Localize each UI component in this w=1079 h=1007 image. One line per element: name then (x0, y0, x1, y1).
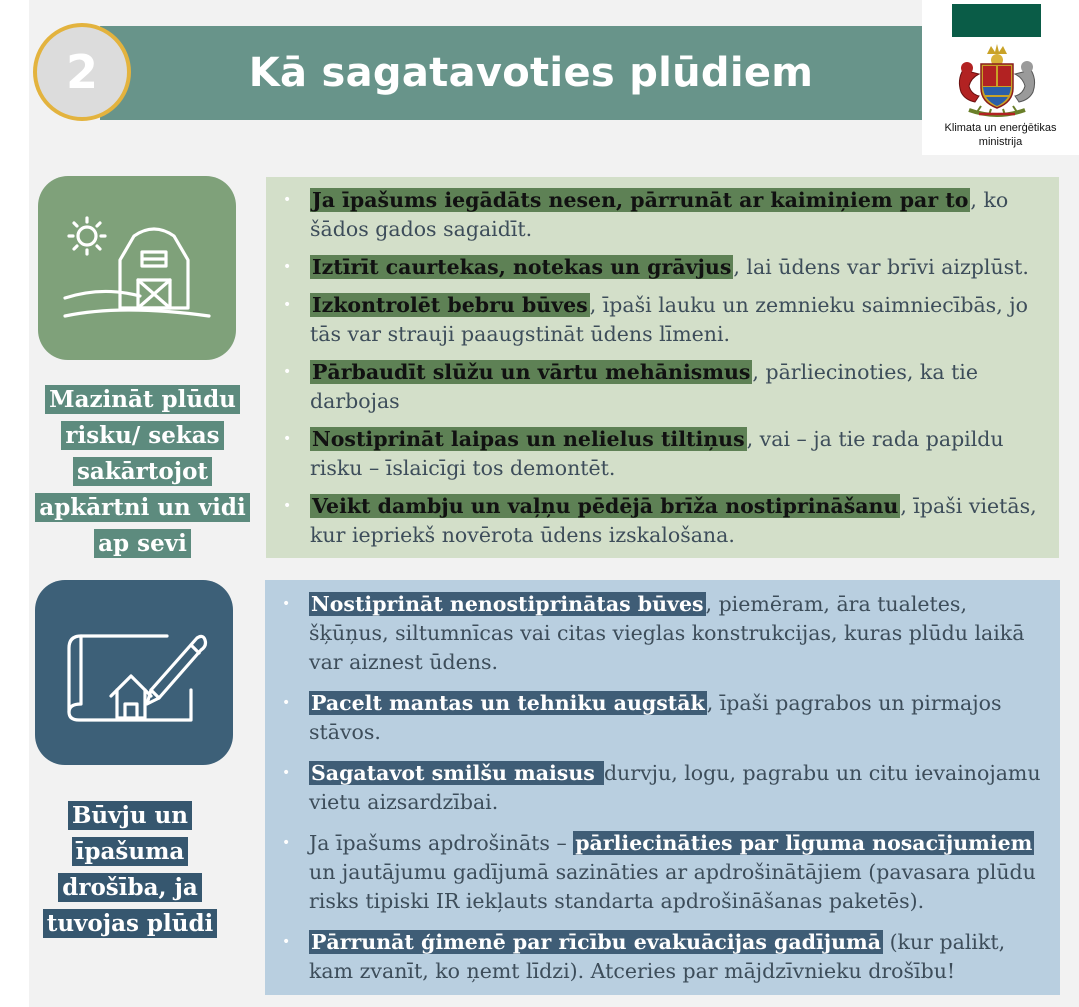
ministry-logo (922, 0, 1079, 155)
section1-list (266, 177, 1059, 550)
item-text: , vai – ja tie rada papildu risku – īslaicīgi tos demontēt. (310, 427, 1004, 480)
item-text: durvju, logu, pagrabu un citu ievainojamu vietu aizsardzībai. (309, 761, 1041, 814)
section2-label-line: drošība, ja (58, 873, 201, 902)
section2-label-line: Būvju un (68, 801, 192, 830)
section2-label-line: tuvojas plūdi (43, 909, 218, 938)
section1-label-line: sakārtojot (73, 457, 212, 486)
item-highlight: Iztīrīt caurtekas, notekas un grāvjus (312, 255, 732, 279)
item-text: , ko šādos gados sagaidīt. (310, 188, 1009, 241)
logo-caption-line: ministrija (978, 136, 1023, 148)
section2-label-line: īpašuma (72, 837, 189, 866)
item-text-prefix: Ja īpašums apdrošināts – (309, 831, 574, 855)
logo-caption-line: Klimata un enerģētikas (944, 122, 1057, 134)
list-item (266, 425, 1059, 483)
coat-of-arms-icon (949, 40, 1045, 118)
item-text: un jautājumu gadījumā sazināties ar apdrošinātājiem (pavasara plūdu risks tipiski IR iekļauts standarta apdrošināšanas paketēs). (309, 860, 1036, 913)
farm-icon-tile (38, 176, 236, 360)
section1-label (30, 382, 255, 562)
item-highlight: Nostiprināt laipas un nelielus tiltiņus (312, 427, 745, 451)
item-text: , pārliecinoties, ka tie darbojas (310, 360, 978, 413)
item-text: , lai ūdens var brīvi aizplūst. (733, 255, 1029, 279)
item-highlight: Pacelt mantas un tehniku augstāk (311, 691, 705, 715)
list-item (266, 358, 1059, 416)
house-blueprint-pencil-icon (59, 618, 209, 728)
title-banner (100, 26, 922, 120)
item-text: (kur palikt, kam zvanīt, ko ņemt līdzi). Atceries par mājdzīvnieku drošību! (309, 930, 1006, 983)
item-text: , īpaši vietās, kur iepriekš novērota ūdens izskalošana. (310, 494, 1037, 547)
list-item (266, 291, 1059, 349)
list-item (265, 829, 1060, 916)
list-item (266, 492, 1059, 550)
item-highlight: pārliecināties par līguma nosacījumiem (575, 831, 1033, 855)
section2-list (265, 580, 1060, 986)
list-item (266, 186, 1059, 244)
list-item (265, 689, 1060, 747)
item-highlight: Pārbaudīt slūžu un vārtu mehānismus (312, 360, 751, 384)
logo-color-bar (952, 4, 1041, 37)
item-highlight: Izkontrolēt bebru būves (312, 293, 588, 317)
list-item (265, 928, 1060, 986)
section1-label-line: risku/ sekas (61, 421, 223, 450)
farm-barn-sun-icon (62, 208, 212, 328)
section1-label-line: Mazināt plūdu (45, 385, 240, 414)
item-highlight: Nostiprināt nenostiprinātas būves (311, 592, 704, 616)
section1-label-line: ap sevi (94, 529, 191, 558)
section1-panel (266, 177, 1059, 558)
blueprint-icon-tile (35, 580, 233, 765)
item-text: , īpaši pagrabos un pirmajos stāvos. (309, 691, 1002, 744)
item-text: , īpaši lauku un zemnieku saimniecībās, jo tās var strauji paaugstināt ūdens līmeni. (310, 293, 1028, 346)
item-highlight: Veikt dambju un vaļņu pēdējā brīža nostiprināšanu (312, 494, 899, 518)
item-highlight: Pārrunāt ģimenē par rīcību evakuācijas gadījumā (311, 930, 882, 954)
list-item (266, 253, 1059, 282)
list-item (265, 759, 1060, 817)
section2-panel (265, 580, 1060, 995)
item-highlight: Sagatavot smilšu maisus (311, 761, 602, 785)
item-text: , piemēram, āra tualetes, šķūņus, siltumnīcas vai citas vieglas konstrukcijas, kuras plūdu laikā var aiznest ūdens. (309, 592, 1025, 674)
page-title: Kā sagatavoties plūdiem (248, 50, 814, 96)
item-highlight: Ja īpašums iegādāts nesen, pārrunāt ar kaimiņiem par to (312, 188, 969, 212)
section-number-badge: 2 (33, 23, 131, 121)
section2-label (30, 798, 230, 942)
logo-caption (922, 121, 1079, 149)
section1-label-line: apkārtni un vidi (35, 493, 249, 522)
list-item (265, 590, 1060, 677)
